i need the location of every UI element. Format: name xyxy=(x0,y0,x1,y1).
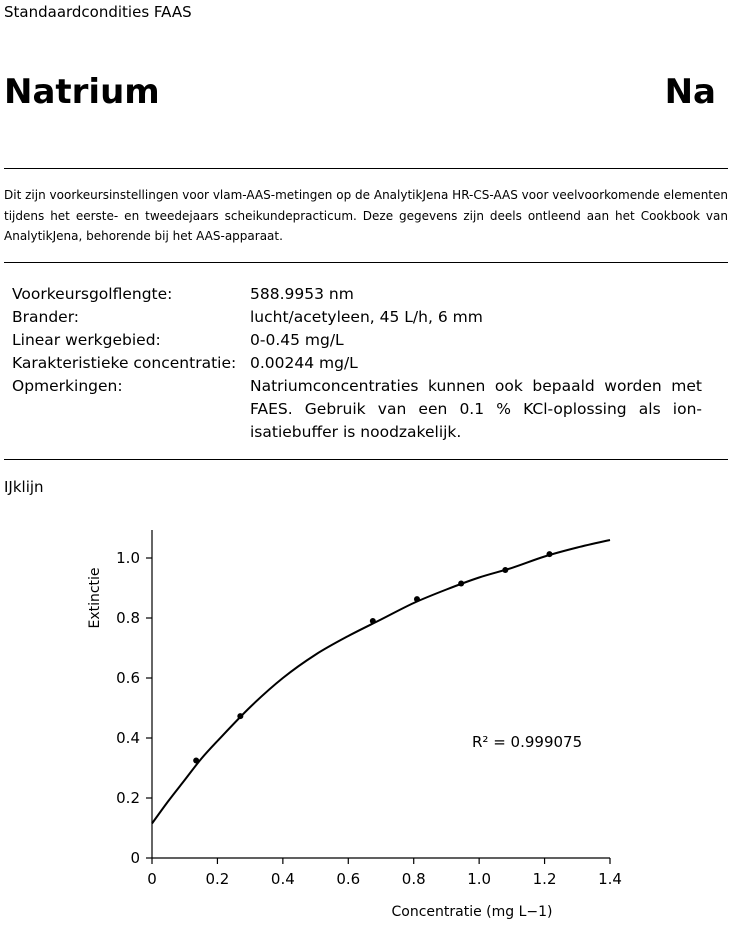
r-squared-annotation: R² = 0.999075 xyxy=(472,733,583,751)
data-point xyxy=(502,567,508,573)
x-tick-label: 0.8 xyxy=(401,870,426,888)
spec-table xyxy=(12,283,702,444)
x-tick-label: 1.2 xyxy=(532,870,557,888)
spec-value: lucht/acetyleen, 45 L/h, 6 mm xyxy=(250,308,483,326)
y-tick-label: 0 xyxy=(130,849,140,867)
x-tick-label: 0.6 xyxy=(336,870,361,888)
spec-value: 0.00244 mg/L xyxy=(250,354,358,372)
header-label: Standaardcondities FAAS xyxy=(4,3,192,21)
x-axis-label: Concentratie (mg L−1) xyxy=(391,904,553,920)
spec-label: Linear werkgebied: xyxy=(12,331,161,349)
data-point xyxy=(370,618,376,624)
section-label: IJklijn xyxy=(4,478,44,496)
fit-curve xyxy=(152,540,610,824)
x-tick-label: 0.4 xyxy=(270,870,295,888)
spec-value: 0-0.45 mg/L xyxy=(250,331,344,349)
spec-label: Opmerkingen: xyxy=(12,377,123,395)
spec-row xyxy=(12,306,702,329)
divider xyxy=(4,262,728,263)
spec-row xyxy=(12,352,702,375)
divider xyxy=(4,168,728,169)
spec-value: Natriumconcentraties kunnen ook bepaald worden met FAES. Gebruik van een 0.1 % KCl-oplossing als ionisatiebuffer is noodzakelijk. xyxy=(250,377,702,441)
intro-text: Dit zijn voorkeursinstellingen voor vlam-AAS-metingen op de AnalytikJena HR-CS-AAS voor veelvoorkomende elementen tijdens het eerste- en tweedejaars scheikundepracticum. Deze gegevens zijn deels ontleend aan het Cookbook van AnalytikJena, behorende bij het AAS-apparaat. xyxy=(4,188,728,243)
data-point xyxy=(193,758,199,764)
element-name: Natrium xyxy=(4,72,160,112)
y-tick-label: 0.8 xyxy=(116,609,140,627)
spec-label: Voorkeursgolflengte: xyxy=(12,285,173,303)
y-axis-label: Extinctie xyxy=(87,567,103,629)
calibration-chart xyxy=(0,510,732,926)
data-point xyxy=(458,581,464,587)
x-tick-label: 0.2 xyxy=(205,870,230,888)
chart-axes xyxy=(152,530,610,858)
spec-label: Karakteristieke concentratie: xyxy=(12,354,237,372)
divider xyxy=(4,459,728,460)
spec-row xyxy=(12,375,702,444)
x-tick-label: 0 xyxy=(147,870,157,888)
data-point xyxy=(237,713,243,719)
x-tick-label: 1.0 xyxy=(467,870,492,888)
x-tick-label: 1.4 xyxy=(598,870,622,888)
fit-curve-line xyxy=(152,540,610,824)
spec-value: 588.9953 nm xyxy=(250,285,354,303)
data-point xyxy=(546,551,552,557)
spec-row xyxy=(12,329,702,352)
data-point xyxy=(414,596,420,602)
y-tick-label: 0.2 xyxy=(116,789,140,807)
spec-label: Brander: xyxy=(12,308,80,326)
chart-ticks xyxy=(116,549,622,888)
y-tick-label: 1.0 xyxy=(116,549,140,567)
y-tick-label: 0.6 xyxy=(116,669,140,687)
y-tick-label: 0.4 xyxy=(116,729,140,747)
element-symbol: Na xyxy=(664,72,716,112)
spec-row xyxy=(12,283,702,306)
data-points xyxy=(193,551,552,763)
